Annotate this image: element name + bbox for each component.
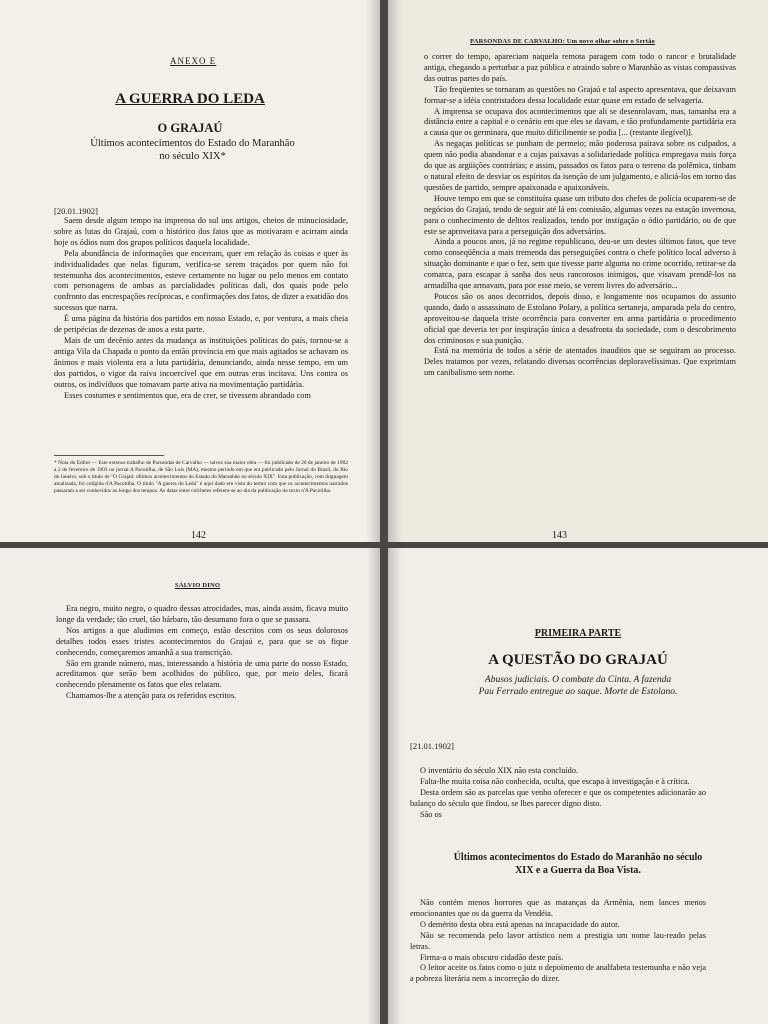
body-text	[410, 766, 706, 821]
footnote-rule	[54, 455, 164, 456]
body-text-2	[410, 898, 706, 985]
chapter-description: Últimos acontecimentos do Estado do Maranhão no século XIX*	[90, 138, 295, 162]
publication-date: [21.01.1902]	[410, 741, 454, 751]
page-number: 142	[191, 530, 206, 541]
paragraph: São em grande número, mas, interessando a história de uma parte do nosso Estado, acreditamos que serão bem acolhidos do público, que, por meio deles, ficará conhecendo plenamente os fatos que eles relatam.	[56, 658, 348, 690]
page-144	[0, 548, 380, 1024]
paragraph: Não contém menos horrores que as matanças da Armênia, nem lances menos emocionantes que os da guerra da Vendéia.	[410, 898, 706, 918]
annex-label: ANEXO E	[170, 56, 217, 66]
paragraph: Está na memória de todos a série de atentados inauditos que se seguiram ao processo. Deles tratamos por vezes, relatando diversas ocorrências deploravelíssimas. Que exprimiam um canibalismo sem nome.	[424, 346, 736, 378]
section-heading: Últimos acontecimentos do Estado do Maranhão no século XIX e a Guerra da Boa Vista.	[453, 852, 703, 876]
paragraph: O demérito desta obra está apenas na incapacidade do autor.	[420, 919, 620, 929]
body-text	[424, 52, 736, 379]
paragraph: Nos artigos a que aludimos em começo, estão descritos com os seus dolorosos detalhes todos esses tristes acontecimentos do Grajaú e, para que se os fique conhecendo, começaremos amanhã a sua transcrição.	[56, 625, 348, 657]
part-subtitle: Abusos judiciais. O combate da Cinta. A fazenda Pau Ferrado entregue ao saque. Morte de Estolano.	[478, 675, 678, 697]
body-text	[56, 604, 348, 702]
paragraph: Houve tempo em que se constituíra quase um tributo dos chefes de polícia ocuparem-se de negócios do Grajaú, tendo de seguir até lá em comissão, algumas vezes na estação invernosa, para o conhecimento de delitos realizados, tendo por instigação o ódio partidário, ou de que este se aproveitava para a perseguição dos adversários.	[424, 193, 736, 236]
page-number: 143	[552, 530, 567, 541]
chapter-title: A GUERRA DO LEDA	[115, 91, 265, 107]
paragraph: É uma página da história dos partidos em nosso Estado, e, por ventura, a mais cheia de peripécias de dezenas de anos a esta parte.	[54, 314, 348, 335]
paragraph: o correr do tempo, apareciam naquela remota paragem com todo o rancor e brutalidade antiga, chegando a perturbar a paz pública e atraindo sobre o Maranhão as vistas compassivas das outras partes do país.	[424, 52, 736, 83]
paragraph: Desta ordem são as parcelas que venho oferecer e que os competentes adicionarão ao balanço do século que findou, se lhes parecer digno disto.	[410, 787, 706, 808]
paragraph: Não se recomenda pelo lavor artístico nem a prestigia um nome lau-reado pelas letras.	[410, 930, 706, 951]
page-143	[388, 0, 768, 542]
page-142	[0, 0, 380, 542]
paragraph: O inventário do século XIX não esta concluído.	[420, 766, 579, 775]
paragraph: As negaças políticas se punham de permeio; mão poderosa pairava sobre os culpados, a quem não podia abandonar e a cujas paixavas a solidariedade política empregava mais força do que as argüições contrárias; e assim, passados os fatos para o terreno da polêmica, tinham o natural efeito de desviar os espíritos da isenção de um julgamento, e aliciá-los em torno das questões de partido, sempre apaixonada e apaixonáveis.	[424, 139, 736, 192]
paragraph: Falta-lhe muita coisa não conhecida, oculta, que escapa à investigação e à crítica.	[420, 776, 690, 786]
paragraph: São os	[420, 809, 442, 819]
page-145	[388, 548, 768, 1024]
paragraph: Esses costumes e sentimentos que, era de crer, se tivessem abrandado com	[64, 390, 311, 400]
paragraph: O leitor aceite os fatos como o juiz o depoimento de analfabeta testemunha e não veja a pobreza literária nem a incorreção do dizer.	[410, 963, 706, 984]
paragraph: Firma-a o mais obscuro cidadão deste país.	[420, 952, 564, 962]
publication-date: [20.01.1902]	[54, 206, 98, 216]
chapter-subtitle: O GRAJAÚ	[157, 121, 223, 135]
footnote: * Nota do Editor — Este extenso trabalho de Parsondas de Carvalho — talvez sua maior obra — foi publicado de 20 de janeiro de 1902 a 2 de fevereiro de 1903 no jornal A Pacotilha, de São Luís (MA), mesmo período em que era publicado pelo Jornal do Brasil, do Rio de Janeiro, sob o título de "O Grajaú: últimos acontecimentos do Estado do Maranhão no século XIX". Esta publicação, com linguagem atualizada, foi colígida d'A Pacotilha. O título "A guerra do Leda" é aqui dado em vista do termo com que os acontecimentos narrados passaram a ser conhecidos ao longo dos tempos. As datas entre colchetes referem-se ao dia da publicação do texto n'A Pacotilha.	[54, 460, 348, 495]
running-head: SÁLVIO DINO	[175, 582, 221, 589]
paragraph: Mais de um decênio antes da mudança as instituições políticas do país, tornou-se a antiga Vila da Chapada o ponto da então província em que mais agitados se achavam os ânimos e mais violenta era a luta partidária, denunciando, ainda nesse tempo, em um dos partidos, o vigor da raiva incoercível que em outras eras incitava. Uns contra os outros, os indivíduos que tomavam parte ativa na movimentação partidária.	[54, 335, 348, 389]
body-text	[54, 216, 348, 401]
part-heading: PRIMEIRA PARTE	[534, 628, 622, 639]
paragraph: Chamamos-lhe a atenção para os referidos escritos.	[66, 691, 237, 701]
paragraph: Saem desde algum tempo na imprensa do sul uns artigos, cheios de minuciosidade, sobre as lutas do Grajaú, com o histórico dos fatos que as motivaram e acirram ainda hoje os ódios num dos grupos políticos daquela localidade.	[54, 216, 348, 247]
paragraph: Poucos são os anos decorridos, depois disso, e longamente nos ocupamos do assunto quando, dado o assassinato de Estolano Polary, a política sertaneja, amparada pela do centro, aproveitou-se daquela triste ocorrência para converter em arma partidária o procedimento oficial que deveria ter por inspiração única a desafronta da sociedade, com o descobrimento dos criminosos e sua punição.	[424, 291, 736, 345]
part-title: A QUESTÃO DO GRAJAÚ	[488, 652, 668, 668]
paragraph: A imprensa se ocupava dos acontecimentos que ali se desenrolavam, mas, tamanha era a distância entre a capital e o cenário em que eles se davam, e tão profundamente partidária era a causa que os germinara, que muito dificilmente se podia [... (restante ilegível)].	[424, 106, 736, 138]
running-head: PARSONDAS DE CARVALHO: Um novo olhar sobre o Sertão	[470, 38, 655, 45]
paragraph: Era negro, muito negro, o quadro dessas atrocidades, mas, ainda assim, ficava muito longe da verdade; tão cruel, tão bárbaro, tão desumano fora o que se passara.	[56, 604, 348, 624]
paragraph: Tão freqüentes se tornaram as questões no Grajaú e tal aspecto apresentava, que deixavam formar-se a idéia contristadora dessa localidade estar quase em estado de selvageria.	[424, 84, 736, 105]
paragraph: Pela abundância de informações que encerram, quer em relação às coisas e quer às individualidades que nelas figuram, verifica-se serem traçados por quem não foi testemunha dos acontecimentos, esteve certamente no lugar ou pelo menos em contato com personagens de ambas as parcialidades políticas dali, dos quais pode pelo confronto das encrespações recíprocas, e confirmações dos fatos, de dizer a exatidão dos sucessos que narra.	[54, 248, 348, 313]
paragraph: Ainda a poucos anos, já no regime republicano, deu-se um destes últimos fatos, que teve como conseqüência a mais tremenda das perseguições contra o chefe político local adverso à situação dominante e que o fez, sem que tivesse parte alguma no crime ocorrido, retirar-se da comarca, para escapar à sanha dos seus rancorosos inimigos, que visavam prendê-los na armadilha que armavam, para por esse meio, se verem livres do adversário...	[424, 237, 736, 291]
